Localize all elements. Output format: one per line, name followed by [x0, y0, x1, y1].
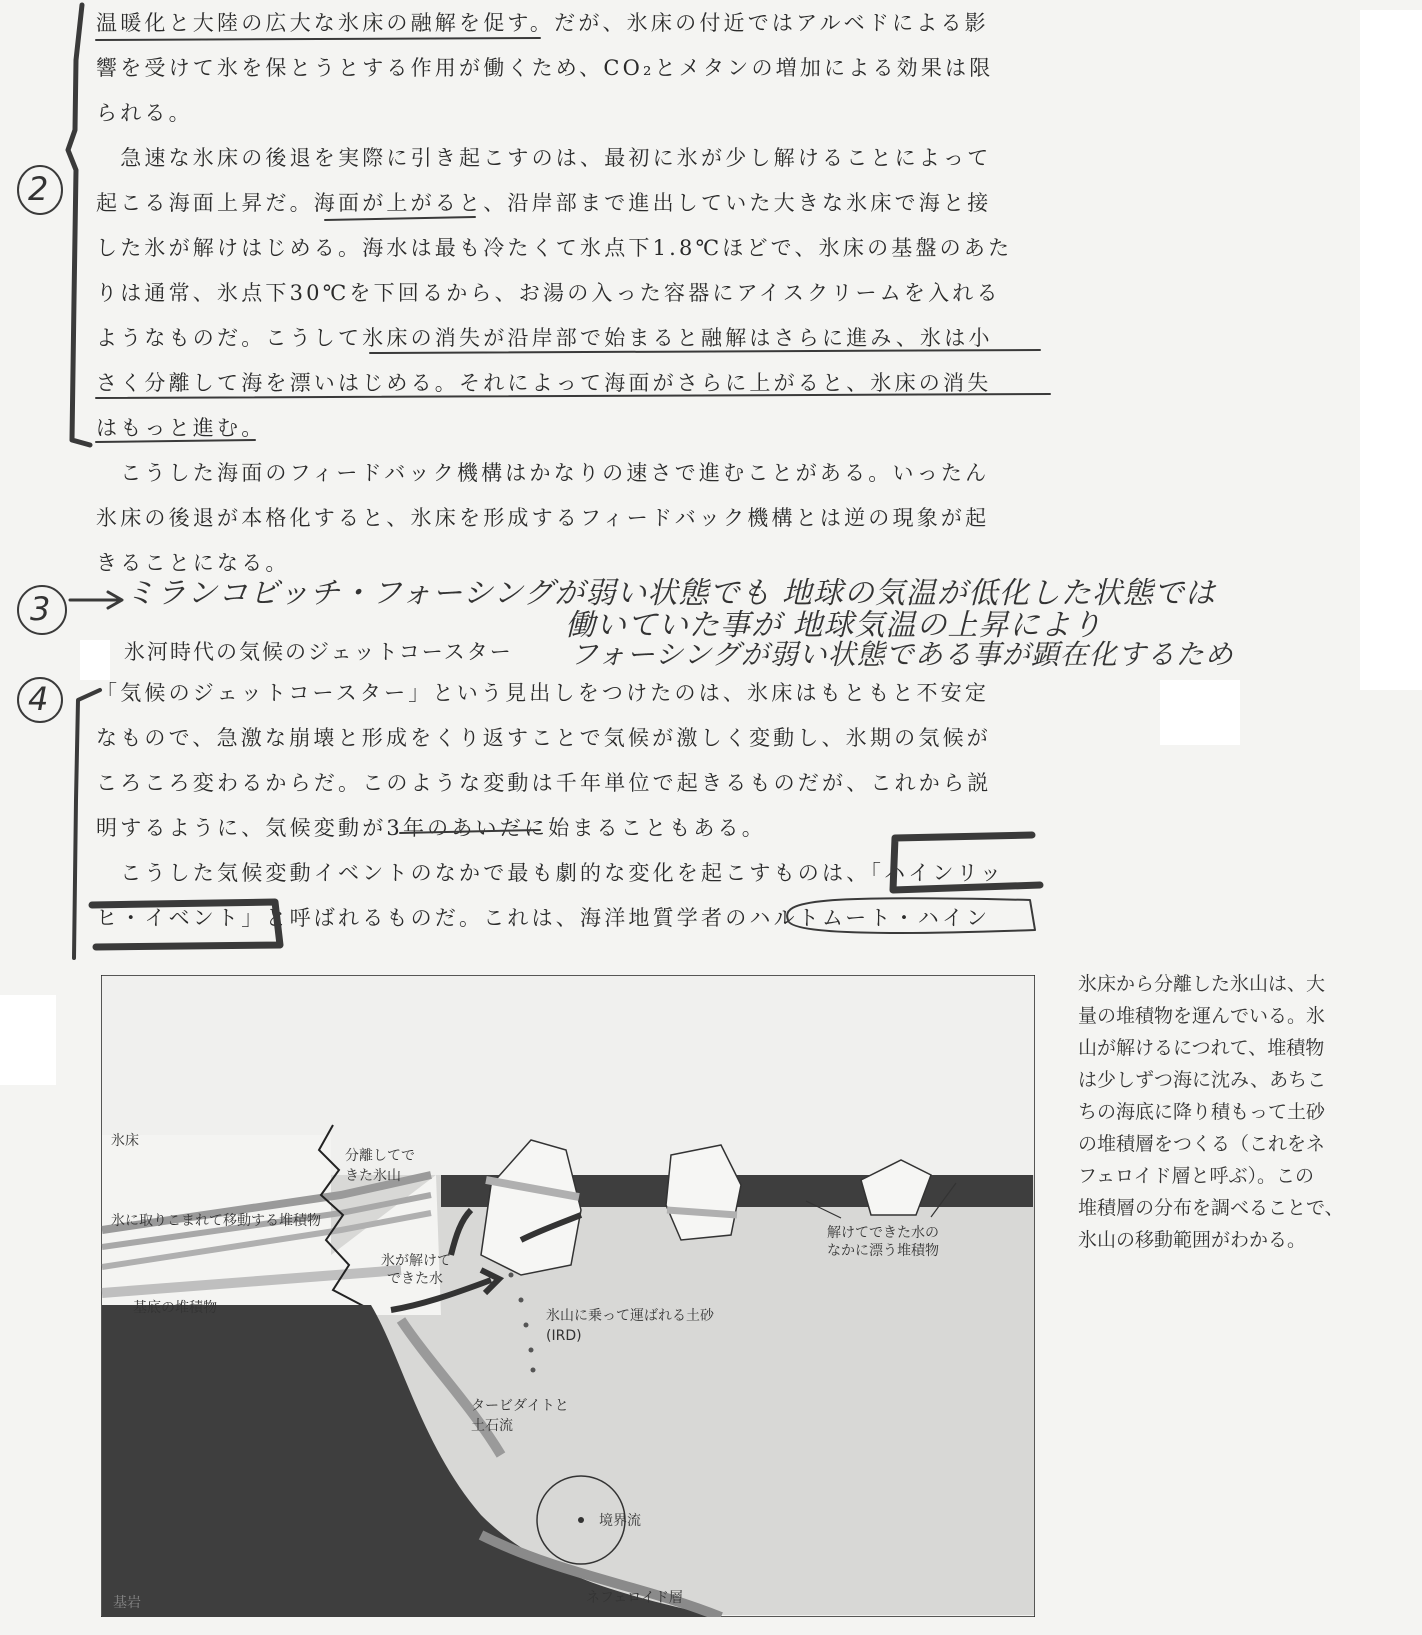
text-line: 響を受けて氷を保とうとする作用が働くため、CO₂とメタンの増加による効果は限 [96, 56, 994, 80]
underline-mark [325, 217, 475, 220]
text-line: こうした気候変動イベントのなかで最も劇的な変化を起こすものは、「ハインリッ [96, 861, 1005, 885]
text-line: りは通常、氷点下30℃を下回るから、お湯の入った容器にアイスクリームを入れる [96, 281, 1001, 305]
iceberg-sediment-figure [101, 975, 1035, 1617]
hand-number: 2 [28, 170, 50, 208]
figure-label: 境界流 [599, 1513, 641, 1529]
figure-label: 基底の堆積物 [133, 1300, 217, 1316]
bracket-mark [74, 690, 100, 958]
text-line: した氷が解けはじめる。海水は最も冷たくて氷点下1.8℃ほどで、氷床の基盤のあた [96, 236, 1013, 260]
text-line: ヒ・イベント」と呼ばれるものだ。これは、海洋地質学者のハルトムート・ハイン [96, 906, 991, 930]
figure-label: タービダイトと [471, 1398, 569, 1414]
caption-line: 量の堆積物を運んでいる。氷 [1078, 1005, 1326, 1027]
underline-mark [96, 440, 255, 442]
underline-mark [370, 350, 1040, 353]
text-line: 氷床の後退が本格化すると、氷床を形成するフィードバック機構とは逆の現象が起 [96, 506, 990, 530]
underline-mark [96, 394, 1050, 398]
figure-label: ネフェロイド層 [586, 1590, 683, 1606]
text-line: 明するように、気候変動が3年のあいだに始まることもある。 [96, 816, 766, 840]
text-line: 起こる海面上昇だ。海面が上がると、沿岸部まで進出していた大きな氷床で海と接 [96, 191, 992, 215]
text-line: ころころ変わるからだ。このような変動は千年単位で起きるものだが、これから説 [96, 771, 992, 795]
figure-canvas [101, 975, 1035, 1617]
figure-label: (IRD) [546, 1328, 582, 1344]
text-line: られる。 [96, 101, 193, 125]
text-line: ようなものだ。こうして氷床の消失が沿岸部で始まると融解はさらに進み、氷は小 [96, 326, 993, 350]
caption-line: フェロイド層と呼ぶ）。この [1078, 1165, 1314, 1187]
underline-mark [400, 830, 540, 833]
text-line: さく分離して海を漂いはじめる。それによって海面がさらに上がると、氷床の消失 [96, 371, 992, 395]
box-mark [893, 835, 1040, 890]
figure-label: 基岩 [113, 1595, 141, 1611]
figure-label: 氷山に乗って運ばれる土砂 [546, 1308, 714, 1324]
figure-caption [1078, 968, 1378, 1256]
text-line: 温暖化と大陸の広大な氷床の融解を促す。だが、氷床の付近ではアルベドによる影 [96, 11, 989, 35]
text-line: こうした海面のフィードバック機構はかなりの速さで進むことがある。いったん [96, 461, 990, 485]
caption-line: は少しずつ海に沈み、あちこ [1078, 1069, 1327, 1091]
figure-label: なかに漂う堆積物 [827, 1243, 939, 1259]
text-line: はもっと進む。 [96, 416, 266, 440]
text-line: きることになる。 [96, 551, 290, 575]
caption-line: 氷床から分離した氷山は、大 [1078, 973, 1326, 995]
caption-line: 氷山の移動範囲がわかる。 [1078, 1229, 1307, 1251]
caption-line: 山が解けるにつれて、堆積物 [1078, 1037, 1325, 1059]
hand-note-line: フォーシングが弱い状態である事が顕在化するため [570, 638, 1234, 671]
caption-line: 堆積層の分布を調べることで、 [1078, 1197, 1344, 1219]
bracket-mark [68, 5, 90, 445]
box-mark [92, 902, 280, 947]
figure-label: きた氷山 [345, 1168, 401, 1184]
circle-mark [787, 898, 1035, 933]
section-heading: 氷河時代の気候のジェットコースター [124, 640, 513, 664]
hand-number: 4 [28, 680, 50, 718]
figure-label: 解けてできた水の [827, 1225, 939, 1241]
hand-note-line: ミランコビッチ・フォーシングが弱い状態でも 地球の気温が低化した状態では [125, 576, 1216, 611]
text-line: 急速な氷床の後退を実際に引き起こすのは、最初に氷が少し解けることによって [96, 146, 992, 170]
arrow-mark [70, 592, 122, 608]
text-line: なもので、急激な崩壊と形成をくり返すことで気候が激しく変動し、氷期の気候が [96, 726, 991, 750]
hand-note-line: 働いていた事が 地球気温の上昇により [565, 608, 1103, 643]
caption-line: ちの海底に降り積もって土砂 [1078, 1101, 1326, 1123]
figure-label: できた水 [387, 1271, 443, 1287]
scan-patch [0, 995, 56, 1085]
figure-label: 氷床 [111, 1133, 139, 1149]
caption-line: の堆積層をつくる（これをネ [1078, 1133, 1326, 1155]
hand-number: 3 [30, 590, 52, 628]
figure-label: 氷に取りこまれて移動する堆積物 [111, 1213, 321, 1229]
text-line: 「気候のジェットコースター」という見出しをつけたのは、氷床はもともと不安定 [96, 681, 990, 705]
figure-label: 土石流 [471, 1418, 513, 1434]
figure-label: 氷が解けて [381, 1253, 451, 1269]
figure-label: 分離してで [345, 1148, 415, 1164]
underline-mark [96, 38, 540, 40]
